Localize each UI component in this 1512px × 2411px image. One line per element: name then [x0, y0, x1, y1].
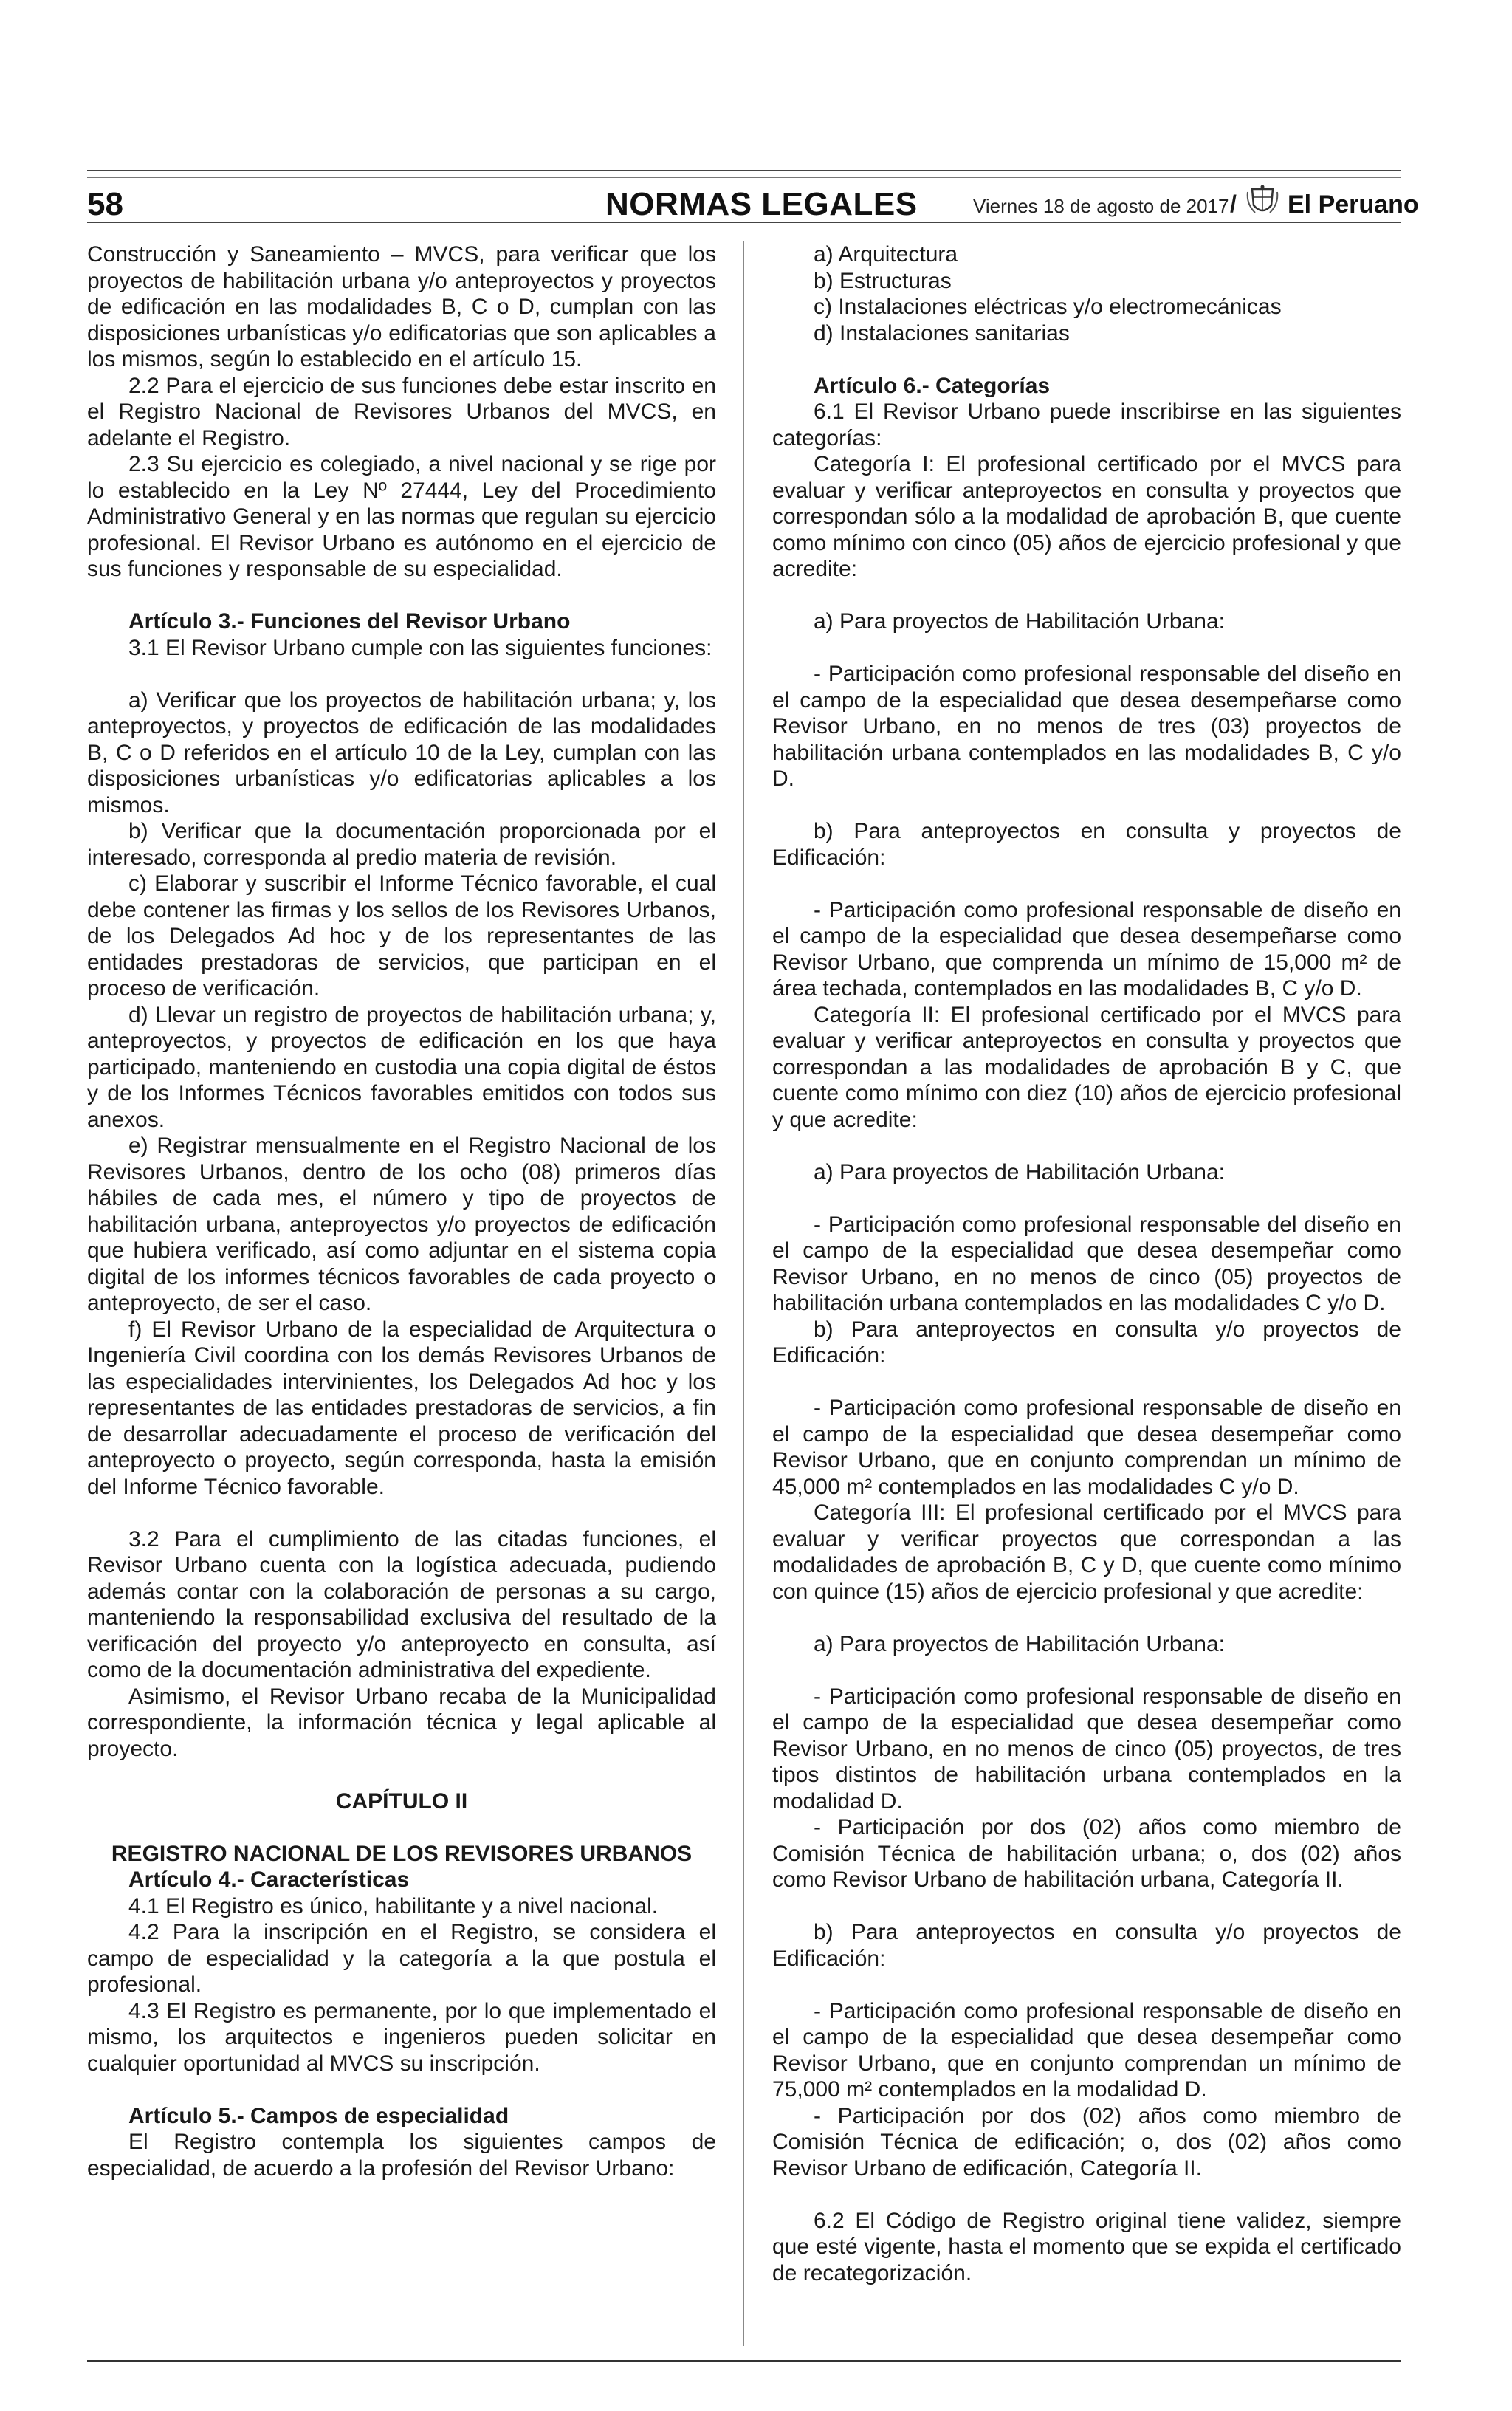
paragraph-gap	[772, 1133, 1401, 1159]
body-paragraph: 6.1 El Revisor Urbano puede inscribirse en las siguientes categorías:	[772, 399, 1401, 450]
body-paragraph: d) Instalaciones sanitarias	[814, 320, 1070, 346]
paragraph-gap	[772, 583, 1401, 609]
body-paragraph: - Participación por dos (02) años como miembro de Comisión Técnica de habilitación urbana; o, dos (02) años como Revisor Urbano de habilitación urbana, Categoría II.	[772, 1815, 1401, 1892]
body-paragraph: Categoría I: El profesional certificado por el MVCS para evaluar y verificar anteproyectos en consulta y proyectos que correspondan sólo a la modalidad de aprobación B, que cuente como mínimo con cinco (05) años de ejercicio profesional y que acredite:	[772, 452, 1401, 581]
coat-of-arms-icon	[1245, 185, 1280, 219]
article-heading: Artículo 4.- Características	[128, 1868, 410, 1892]
article-heading: Artículo 3.- Funciones del Revisor Urbano	[128, 609, 571, 634]
header-rule-bottom	[87, 222, 1401, 223]
body-paragraph: 4.3 El Registro es permanente, por lo que implementado el mismo, los arquitectos e ingenieros pueden solicitar en cualquier oportunidad al MVCS su inscripción.	[87, 1998, 716, 2076]
body-paragraph: Categoría III: El profesional certificado por el MVCS para evaluar y verificar proyectos que correspondan a las modalidades de aprobación B, C y D, que cuente como mínimo con quince (15) años de ejercicio profesional y que acredite:	[772, 1501, 1401, 1604]
body-paragraph: a) Para proyectos de Habilitación Urbana:	[814, 1159, 1225, 1184]
paragraph-gap	[772, 1893, 1401, 1920]
body-paragraph: El Registro contempla los siguientes campos de especialidad, de acuerdo a la profesión del Revisor Urbano:	[87, 2130, 716, 2181]
footer-rule	[87, 2360, 1401, 2362]
body-paragraph: - Participación como profesional responsable del diseño en el campo de la especialidad que desea desempeñar como Revisor Urbano, en no menos de cinco (05) proyectos de habilitación urbana contemplados en las modalidades C y/o D.	[772, 1212, 1401, 1315]
body-paragraph: b) Estructuras	[814, 268, 952, 293]
body-paragraph: 2.3 Su ejercicio es colegiado, a nivel nacional y se rige por lo establecido en la Ley Nº 27444, Ley del Procedimiento Administrativo General y en las normas que regulan su ejercicio profesional. El Revisor Urbano es autónomo en el ejercicio de sus funciones y responsable de su especialidad.	[87, 452, 716, 581]
paragraph-gap	[772, 1605, 1401, 1631]
header-rule-top	[87, 170, 1401, 171]
body-paragraph: - Participación como profesional responsable del diseño en el campo de la especialidad que desea desempeñarse como Revisor Urbano, en no menos de tres (03) proyectos de habilitación urbana contemplados en las modalidades B, C y/o D.	[772, 662, 1401, 791]
body-paragraph: 6.2 El Código de Registro original tiene validez, siempre que esté vigente, hasta el momento que se expida el certificado de recategorización.	[772, 2208, 1401, 2285]
body-paragraph: 4.2 Para la inscripción en el Registro, se considera el campo de especialidad y la categoría a la que postula el profesional.	[87, 1920, 716, 1997]
body-paragraph: Asimismo, el Revisor Urbano recaba de la Municipalidad correspondiente, la información técnica y legal aplicable al proyecto.	[87, 1684, 716, 1761]
body-paragraph: 2.2 Para el ejercicio de sus funciones debe estar inscrito en el Registro Nacional de Revisores Urbanos del MVCS, en adelante el Registro.	[87, 373, 716, 450]
article-heading: Artículo 6.- Categorías	[814, 373, 1051, 398]
body-paragraph: a) Verificar que los proyectos de habilitación urbana; y, los anteproyectos, y proyectos de edificación de las modalidades B, C o D referidos en el artículo 10 de la Ley, cumplan con las disposiciones urbanísticas y/o edificatorias aplicables a los mismos.	[87, 687, 716, 817]
page-number: 58	[87, 186, 123, 222]
body-paragraph: - Participación como profesional responsable de diseño en el campo de la especialidad que desea desempeñar como Revisor Urbano, que en conjunto comprendan un mínimo de 75,000 m² contemplados en la modalidad D.	[772, 1998, 1401, 2102]
chapter-heading: REGISTRO NACIONAL DE LOS REVISORES URBANOS	[111, 1841, 693, 1866]
body-paragraph: Construcción y Saneamiento – MVCS, para verificar que los proyectos de habilitación urbana y/o anteproyectos y proyectos de edificación en las modalidades B, C o D, cumplan con las disposiciones urbanísticas y/o edificatorias que son aplicables a los mismos, según lo establecido en el artículo 15.	[87, 242, 716, 371]
paragraph-gap	[87, 583, 716, 609]
paragraph-gap	[87, 1814, 716, 1841]
body-paragraph: f) El Revisor Urbano de la especialidad de Arquitectura o Ingeniería Civil coordina con los demás Revisores Urbanos de las especialidades intervinientes, los Delegados Ad hoc y los representantes de las entidades prestadoras de servicios, a fin de desarrollar adecuadamente el proceso de verificación del anteproyecto o proyecto, según corresponda, hasta la emisión del Informe Técnico favorable.	[87, 1317, 716, 1499]
header-separator: /	[1230, 191, 1237, 217]
body-paragraph: 3.1 El Revisor Urbano cumple con las siguientes funciones:	[128, 635, 712, 660]
body-paragraph: - Participación como profesional responsable de diseño en el campo de la especialidad que desea desempeñarse como Revisor Urbano, que comprenda un mínimo de 15,000 m² de área techada, contemplados en las modalidades B, C y/o D.	[772, 897, 1401, 1001]
paragraph-gap	[772, 1185, 1401, 1212]
publication-date: Viernes 18 de agosto de 2017	[973, 195, 1229, 217]
body-paragraph: - Participación por dos (02) años como miembro de Comisión Técnica de edificación; o, dos (02) años como Revisor Urbano de edificación, Categoría II.	[772, 2103, 1401, 2181]
section-title: NORMAS LEGALES	[605, 186, 918, 222]
body-paragraph: b) Verificar que la documentación proporcionada por el interesado, corresponda al predio materia de revisión.	[87, 819, 716, 870]
body-paragraph: a) Para proyectos de Habilitación Urbana:	[814, 1631, 1225, 1656]
body-paragraph: e) Registrar mensualmente en el Registro Nacional de los Revisores Urbanos, dentro de los ocho (08) primeros días hábiles de cada mes, el número y tipo de proyectos de habilitación urbana, anteproyectos y/o proyectos de edificación que hubiera verificado, así como adjuntar en el sistema copia digital de los informes técnicos favorables de cada proyecto o anteproyecto, de ser el caso.	[87, 1134, 716, 1315]
body-paragraph: d) Llevar un registro de proyectos de habilitación urbana; y, anteproyectos, y proyectos de edificación en los que haya participado, manteniendo en custodia una copia digital de éstos y de los Informes Técnicos favorables emitidos con todos sus anexos.	[87, 1002, 716, 1132]
paragraph-gap	[772, 2181, 1401, 2208]
paragraph-gap	[87, 1762, 716, 1788]
chapter-heading: CAPÍTULO II	[335, 1788, 468, 1814]
paragraph-gap	[772, 792, 1401, 819]
left-column	[87, 241, 716, 2181]
paragraph-gap	[87, 661, 716, 687]
paragraph-gap	[772, 346, 1401, 373]
body-paragraph: - Participación como profesional responsable de diseño en el campo de la especialidad que desea desempeñar como Revisor Urbano, en no menos de cinco (05) proyectos, de tres tipos distintos de habilitación urbana contemplados en la modalidad D.	[772, 1684, 1401, 1814]
body-paragraph: a) Arquitectura	[814, 242, 958, 267]
column-divider	[743, 241, 744, 2346]
body-paragraph: b) Para anteproyectos en consulta y/o proyectos de Edificación:	[772, 1920, 1401, 1971]
body-paragraph: 4.1 El Registro es único, habilitante y a nivel nacional.	[128, 1893, 659, 1918]
body-paragraph: 3.2 Para el cumplimiento de las citadas funciones, el Revisor Urbano cuenta con la logística adecuada, pudiendo además contar con la colaboración de personas a su cargo, manteniendo la responsabilidad exclusiva del resultado de la verificación del proyecto y/o anteproyecto en consulta, así como de la documentación administrativa del expediente.	[87, 1526, 716, 1682]
body-paragraph: a) Para proyectos de Habilitación Urbana:	[814, 609, 1225, 634]
paragraph-gap	[772, 1657, 1401, 1684]
paragraph-gap	[87, 2076, 716, 2103]
body-paragraph: b) Para anteproyectos en consulta y/o proyectos de Edificación:	[772, 1317, 1401, 1368]
paragraph-gap	[87, 1500, 716, 1526]
body-paragraph: - Participación como profesional responsable de diseño en el campo de la especialidad que desea desempeñar como Revisor Urbano, que en conjunto comprendan un mínimo de 45,000 m² contemplados en las modalidades C y/o D.	[772, 1396, 1401, 1499]
body-paragraph: c) Elaborar y suscribir el Informe Técnico favorable, el cual debe contener las firmas y los sellos de los Revisores Urbanos, de los Delegados Ad hoc y de los representantes de las entidades prestadoras de servicios, que participan en el proceso de verificación.	[87, 871, 716, 1001]
right-column	[772, 241, 1401, 2286]
body-paragraph: b) Para anteproyectos en consulta y proyectos de Edificación:	[772, 819, 1401, 870]
header-rule-top-thin	[87, 177, 1401, 178]
paragraph-gap	[772, 871, 1401, 897]
paragraph-gap	[772, 635, 1401, 662]
paragraph-gap	[772, 1369, 1401, 1396]
body-paragraph: Categoría II: El profesional certificado por el MVCS para evaluar y verificar anteproyectos en consulta y proyectos que correspondan a las modalidades de aprobación B y C, que cuente como mínimo con diez (10) años de ejercicio profesional y que acredite:	[772, 1002, 1401, 1132]
article-heading: Artículo 5.- Campos de especialidad	[128, 2103, 509, 2128]
newspaper-brand: El Peruano	[1288, 191, 1419, 219]
body-paragraph: c) Instalaciones eléctricas y/o electromecánicas	[814, 295, 1282, 319]
paragraph-gap	[772, 1972, 1401, 1998]
